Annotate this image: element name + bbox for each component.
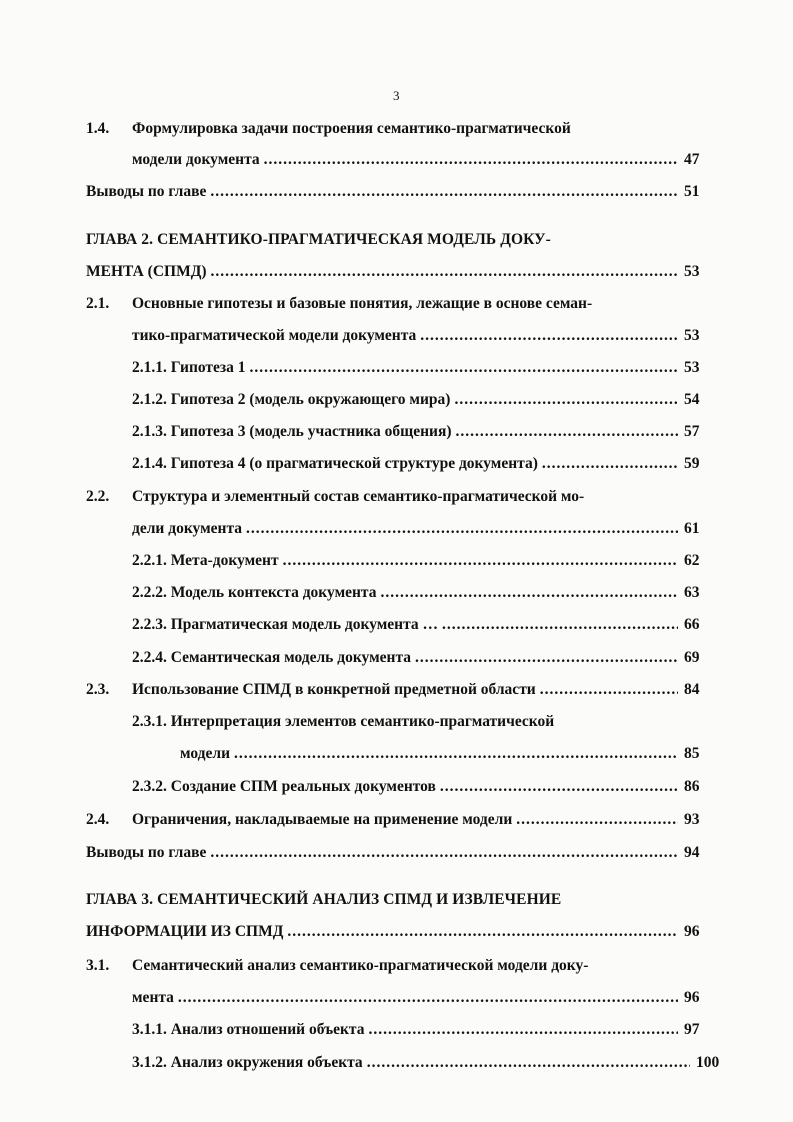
leader-dots — [442, 615, 678, 635]
page-ref: 62 — [684, 552, 700, 569]
leader-dots — [250, 358, 678, 378]
section-number: 2.1. — [86, 295, 110, 312]
leader-dots — [415, 648, 678, 668]
section-title: Формулировка задачи построения семантико-прагматической — [132, 120, 571, 137]
page-ref: 47 — [684, 151, 700, 168]
toc-entry-2-3-2 — [132, 777, 720, 797]
section-title: Ограничения, накладываемые на применение модели — [132, 811, 513, 828]
toc-chapter-3-cont — [86, 922, 720, 942]
section-title: тико-прагматической модели документа — [132, 327, 417, 344]
leader-dots — [211, 262, 678, 282]
toc-entry-1-4 — [86, 119, 571, 139]
toc-chapter-3 — [86, 890, 561, 910]
toc-chapter-2-cont — [86, 262, 720, 282]
section-title: Семантический анализ семантико-прагматической модели доку- — [132, 957, 589, 974]
page-ref: 57 — [684, 423, 700, 440]
toc-entry-2-2 — [86, 487, 584, 507]
section-number: 2.4. — [86, 811, 110, 828]
page-ref: 69 — [684, 649, 700, 666]
leader-dots — [456, 422, 679, 442]
section-heading — [86, 680, 536, 700]
section-title: модели — [180, 745, 231, 762]
leader-dots — [542, 454, 678, 474]
chapter-title: МЕНТА (СПМД) — [86, 263, 207, 280]
section-title: 2.1.3. Гипотеза 3 (модель участника общения) — [132, 423, 452, 440]
section-title: Выводы по главе — [86, 183, 207, 200]
section-title: мента — [132, 989, 174, 1006]
leader-dots — [246, 519, 678, 539]
page-ref: 100 — [696, 1054, 720, 1071]
leader-dots — [440, 777, 678, 797]
section-title: 2.1.1. Гипотеза 1 — [132, 359, 246, 376]
page-ref: 51 — [684, 183, 700, 200]
section-number: 2.2. — [86, 488, 110, 505]
section-title: дели документа — [132, 520, 242, 537]
section-title: Основные гипотезы и базовые понятия, лежащие в основе семан- — [132, 295, 593, 312]
page-ref: 63 — [684, 584, 700, 601]
leader-dots — [516, 810, 678, 830]
section-title: 2.1.4. Гипотеза 4 (о прагматической структуре документа) — [132, 455, 538, 472]
chapter-title: ГЛАВА 3. СЕМАНТИЧЕСКИЙ АНАЛИЗ СПМД И ИЗВЛЕЧЕНИЕ — [86, 891, 562, 908]
leader-dots — [210, 843, 678, 863]
toc-entry-3-1-1 — [132, 1020, 720, 1040]
toc-entry-2-1-1 — [132, 358, 720, 378]
page-ref: 96 — [684, 989, 700, 1006]
section-title: 2.3.2. Создание СПМ реальных документов — [132, 778, 436, 795]
toc-entry-2-2-2 — [132, 583, 720, 603]
leader-dots — [367, 1053, 690, 1073]
section-title: Структура и элементный состав семантико-прагматической мо- — [132, 488, 585, 505]
leader-dots — [178, 988, 678, 1008]
leader-dots — [420, 326, 678, 346]
page-ref: 94 — [684, 844, 700, 861]
page-ref: 96 — [684, 923, 700, 940]
leader-dots — [381, 583, 679, 603]
section-title: 2.1.2. Гипотеза 2 (модель окружающего мира) — [132, 391, 451, 408]
toc-entry-2-1-3 — [132, 422, 720, 442]
page-ref: 97 — [684, 1021, 700, 1038]
toc-entry-2-3 — [86, 680, 720, 700]
section-title: 2.2.2. Модель контекста документа — [132, 584, 377, 601]
page-ref: 54 — [684, 391, 700, 408]
page-ref: 53 — [684, 359, 700, 376]
page-ref: 85 — [684, 745, 700, 762]
leader-dots — [368, 1020, 678, 1040]
section-title: 3.1.1. Анализ отношений объекта — [132, 1021, 365, 1038]
section-title: 2.3.1. Интерпретация элементов семантико-прагматической — [132, 713, 555, 730]
page-ref: 84 — [684, 681, 700, 698]
toc-entry-conclusions-1 — [86, 182, 720, 202]
section-title: 2.2.1. Мета-документ — [132, 552, 279, 569]
section-title: модели документа — [132, 151, 260, 168]
toc-entry-3-1-2 — [132, 1053, 732, 1073]
section-number: 3.1. — [86, 957, 110, 974]
page-ref: 86 — [684, 778, 700, 795]
toc-entry-2-1-cont — [132, 326, 720, 346]
chapter-title: ГЛАВА 2. СЕМАНТИКО-ПРАГМАТИЧЕСКАЯ МОДЕЛЬ ДОКУ- — [86, 231, 551, 248]
section-title: 2.2.3. Прагматическая модель документа … — [132, 616, 439, 633]
section-title: Использование СПМД в конкретной предметной области — [132, 681, 536, 698]
leader-dots — [210, 182, 678, 202]
leader-dots — [287, 922, 678, 942]
toc-entry-2-2-3 — [132, 615, 720, 635]
toc-entry-2-2-1 — [132, 551, 720, 571]
leader-dots — [264, 150, 678, 170]
section-heading — [86, 810, 512, 830]
leader-dots — [454, 390, 678, 410]
page-ref: 53 — [684, 263, 700, 280]
section-title: Выводы по главе — [86, 844, 207, 861]
page-number: 3 — [393, 88, 400, 103]
section-title: 3.1.2. Анализ окружения объекта — [132, 1054, 363, 1071]
toc-entry-2-1-2 — [132, 390, 720, 410]
chapter-title: ИНФОРМАЦИИ ИЗ СПМД — [86, 923, 284, 940]
toc-entry-2-3-1-cont — [180, 744, 720, 764]
leader-dots — [283, 551, 678, 571]
toc-entry-3-1-cont — [132, 988, 720, 1008]
page-ref: 66 — [684, 616, 700, 633]
toc-entry-2-2-cont — [132, 519, 720, 539]
page-ref: 61 — [684, 520, 700, 537]
toc-entry-2-1-4 — [132, 454, 720, 474]
toc-entry-conclusions-2 — [86, 843, 720, 863]
leader-dots — [234, 744, 678, 764]
toc-entry-2-2-4 — [132, 648, 720, 668]
section-title: 2.2.4. Семантическая модель документа — [132, 649, 411, 666]
section-number: 1.4. — [86, 120, 110, 137]
section-number: 2.3. — [86, 681, 110, 698]
toc-entry-2-1 — [86, 294, 592, 314]
toc-entry-1-4-cont — [132, 150, 720, 170]
toc-chapter-2 — [86, 230, 551, 250]
toc-entry-3-1 — [86, 956, 588, 976]
page-ref: 53 — [684, 327, 700, 344]
toc-entry-2-3-1 — [132, 712, 554, 732]
page-ref: 93 — [684, 811, 700, 828]
leader-dots — [540, 680, 678, 700]
page-ref: 59 — [684, 455, 700, 472]
toc-entry-2-4 — [86, 810, 720, 830]
